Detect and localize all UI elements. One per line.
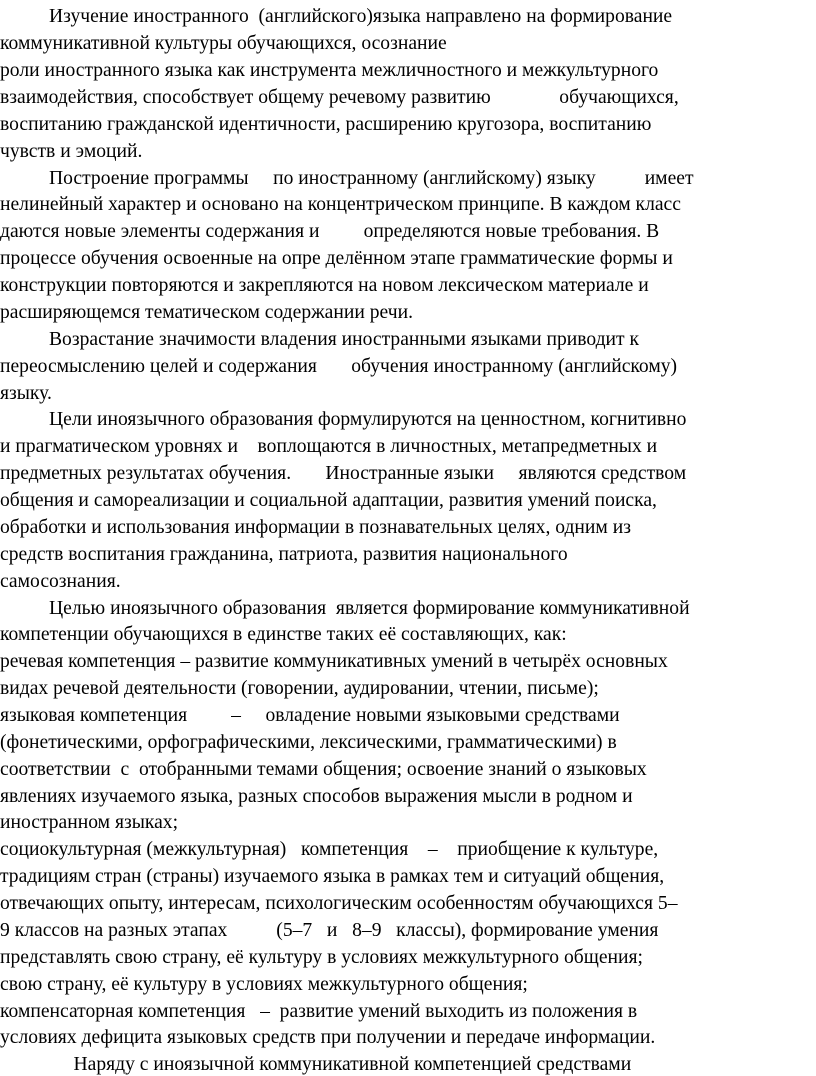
text-line: нелинейный характер и основано на концентрическом принципе. В каждом класс (0, 194, 681, 215)
text-line: Возрастание значимости владения иностранными языками приводит к (0, 329, 640, 350)
text-line: самосознания. (0, 571, 121, 592)
text-line: Наряду с иноязычной коммуникативной компетенцией средствами (0, 1054, 632, 1075)
text-line: переосмыслению целей и содержания обучения иностранному (английскому) (0, 356, 678, 377)
text-line: иностранном языках; (0, 812, 179, 833)
text-line: явлениях изучаемого языка, разных способов выражения мысли в родном и (0, 786, 633, 807)
text-line: компетенции обучающихся в единстве таких её составляющих, как: (0, 624, 567, 645)
text-line: процессе обучения освоенные на опре делённом этапе грамматические формы и (0, 248, 673, 269)
text-line: коммуникативной культуры обучающихся, осознание (0, 33, 447, 54)
text-line: воспитанию гражданской идентичности, расширению кругозора, воспитанию (0, 114, 652, 135)
text-line: видах речевой деятельности (говорении, аудировании, чтении, письме); (0, 678, 599, 699)
text-line: языковая компетенция – овладение новыми языковыми средствами (0, 705, 620, 726)
text-line: 9 классов на разных этапах (5–7 и 8–9 классы), формирование умения (0, 920, 659, 941)
text-line: (фонетическими, орфографическими, лексическими, грамматическими) в (0, 732, 617, 753)
text-line: речевая компетенция – развитие коммуникативных умений в четырёх основных (0, 651, 668, 672)
text-line: чувств и эмоций. (0, 141, 143, 162)
text-line: соответствии с отобранными темами общения; освоение знаний о языковых (0, 759, 647, 780)
text-line: Изучение иностранного (английского)языка направлено на формирование (0, 6, 673, 27)
text-line: расширяющемся тематическом содержании речи. (0, 302, 413, 323)
text-line: Построение программы по иностранному (английскому) языку имеет (0, 168, 694, 189)
text-line: и прагматическом уровнях и воплощаются в личностных, метапредметных и (0, 436, 658, 457)
text-line: Целью иноязычного образования является формирование коммуникативной (0, 598, 690, 619)
text-line: обработки и использования информации в познавательных целях, одним из (0, 517, 631, 538)
text-line: Цели иноязычного образования формулируются на ценностном, когнитивно (0, 409, 687, 430)
text-line: конструкции повторяются и закрепляются на новом лексическом материале и (0, 275, 649, 296)
text-line: взаимодействия, способствует общему речевому развитию обучающихся, (0, 87, 679, 108)
text-line: средств воспитания гражданина, патриота, развития национального (0, 544, 568, 565)
text-line: общения и самореализации и социальной адаптации, развития умений поиска, (0, 490, 657, 511)
text-line: даются новые элементы содержания и определяются новые требования. В (0, 221, 660, 242)
text-line: условиях дефицита языковых средств при получении и передаче информации. (0, 1027, 656, 1048)
text-line: языку. (0, 383, 52, 404)
text-line: компенсаторная компетенция – развитие умений выходить из положения в (0, 1001, 638, 1022)
text-line: социокультурная (межкультурная) компетенция – приобщение к культуре, (0, 839, 659, 860)
text-line: свою страну, её культуру в условиях межкультурного общения; (0, 974, 528, 995)
text-line: роли иностранного языка как инструмента межличностного и межкультурного (0, 60, 659, 81)
text-line: представлять свою страну, её культуру в условиях межкультурного общения; (0, 947, 643, 968)
text-line: отвечающих опыту, интересам, психологическим особенностям обучающихся 5– (0, 893, 678, 914)
text-line: традициям стран (страны) изучаемого языка в рамках тем и ситуаций общения, (0, 866, 665, 887)
text-line: предметных результатах обучения. Иностранные языки являются средством (0, 463, 687, 484)
